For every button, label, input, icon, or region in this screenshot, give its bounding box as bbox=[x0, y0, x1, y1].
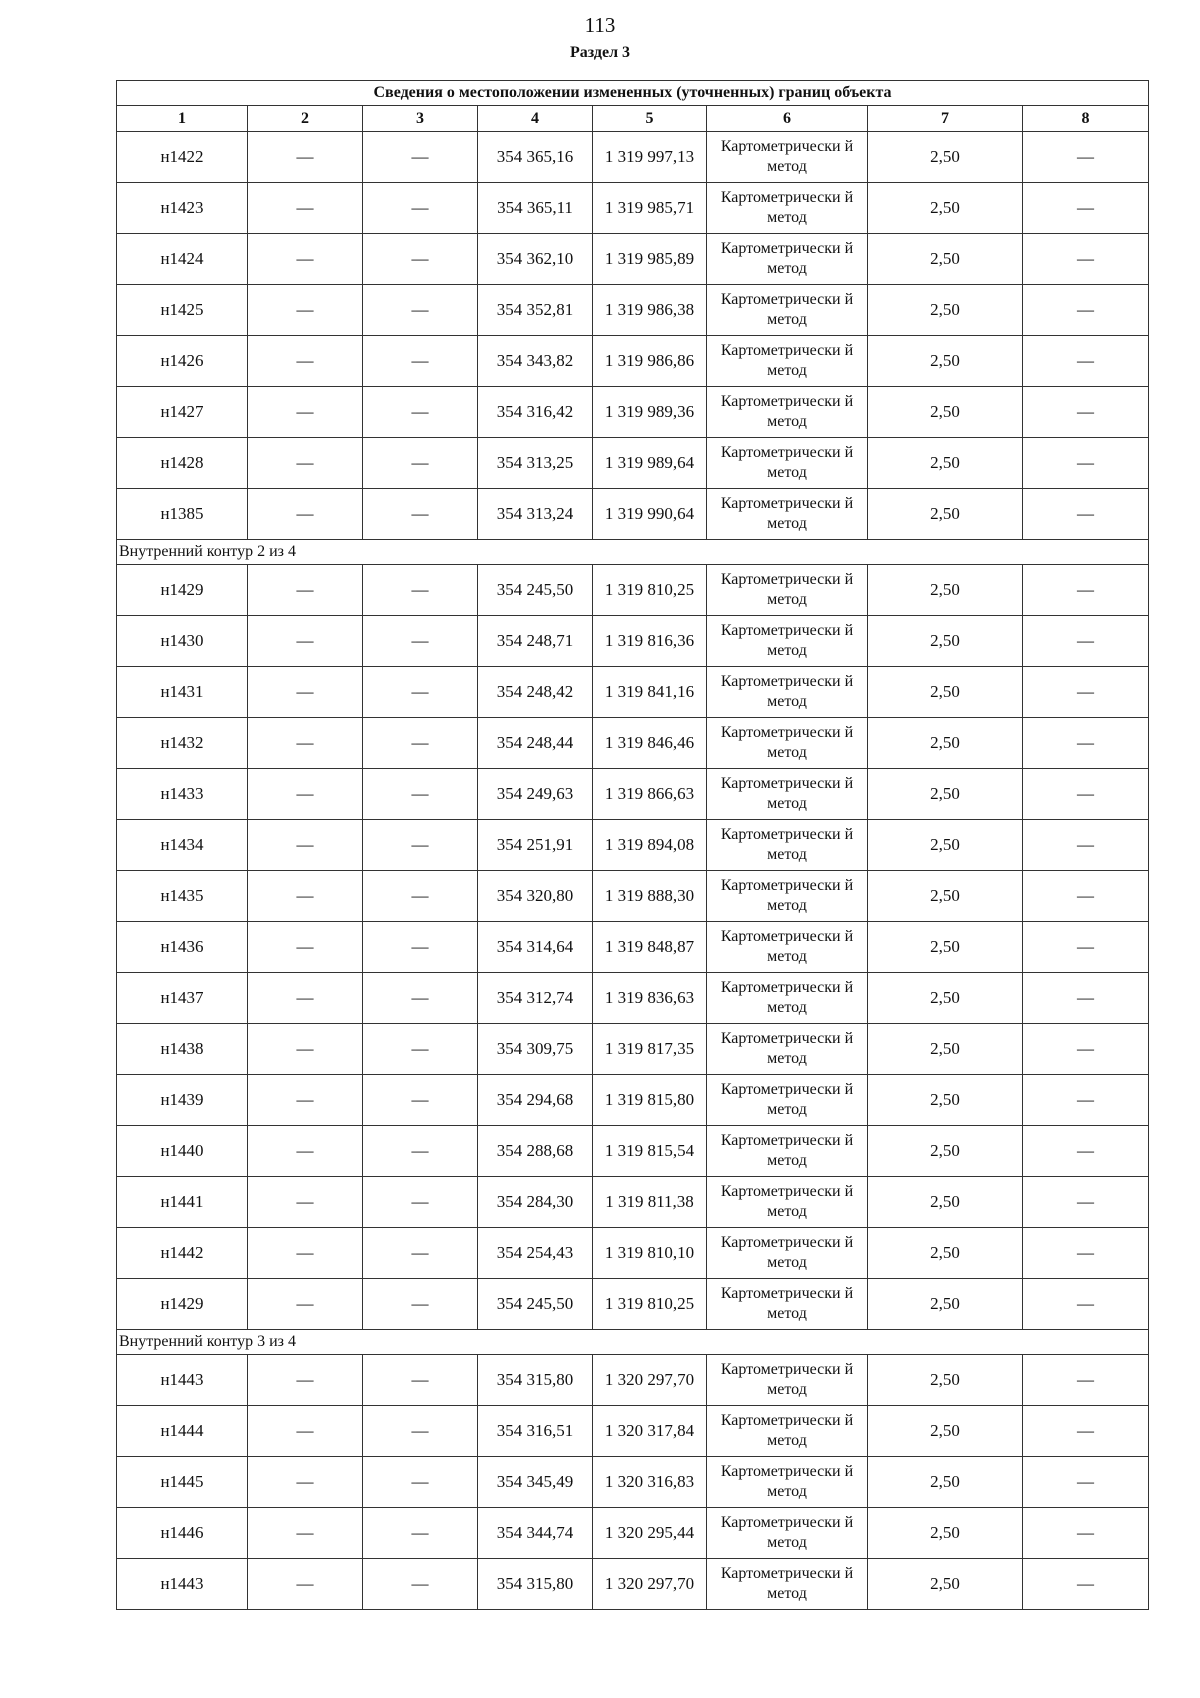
table-row bbox=[117, 1177, 1149, 1228]
x-coordinate-cell: 354 365,11 bbox=[478, 183, 593, 234]
y-coordinate-cell: 1 320 316,83 bbox=[593, 1457, 707, 1508]
column-3-cell: — bbox=[363, 1355, 478, 1406]
accuracy-cell: 2,50 bbox=[868, 565, 1023, 616]
column-2-cell: — bbox=[248, 1508, 363, 1559]
column-number: 4 bbox=[478, 106, 593, 132]
accuracy-cell: 2,50 bbox=[868, 1279, 1023, 1330]
column-3-cell: — bbox=[363, 336, 478, 387]
table-row bbox=[117, 1228, 1149, 1279]
method-cell: Картометрически й метод bbox=[707, 285, 868, 336]
x-coordinate-cell: 354 344,74 bbox=[478, 1508, 593, 1559]
table-row bbox=[117, 718, 1149, 769]
column-8-cell: — bbox=[1023, 769, 1149, 820]
column-3-cell: — bbox=[363, 489, 478, 540]
y-coordinate-cell: 1 319 817,35 bbox=[593, 1024, 707, 1075]
column-3-cell: — bbox=[363, 183, 478, 234]
y-coordinate-cell: 1 319 846,46 bbox=[593, 718, 707, 769]
y-coordinate-cell: 1 320 297,70 bbox=[593, 1559, 707, 1610]
accuracy-cell: 2,50 bbox=[868, 820, 1023, 871]
contour-header-row bbox=[117, 1330, 1149, 1355]
table-row bbox=[117, 1559, 1149, 1610]
column-3-cell: — bbox=[363, 1508, 478, 1559]
column-3-cell: — bbox=[363, 1228, 478, 1279]
x-coordinate-cell: 354 352,81 bbox=[478, 285, 593, 336]
table-row bbox=[117, 1024, 1149, 1075]
point-id-cell: н1445 bbox=[117, 1457, 248, 1508]
accuracy-cell: 2,50 bbox=[868, 336, 1023, 387]
x-coordinate-cell: 354 248,44 bbox=[478, 718, 593, 769]
point-id-cell: н1433 bbox=[117, 769, 248, 820]
column-3-cell: — bbox=[363, 820, 478, 871]
table-row bbox=[117, 922, 1149, 973]
column-8-cell: — bbox=[1023, 1024, 1149, 1075]
column-8-cell: — bbox=[1023, 387, 1149, 438]
column-3-cell: — bbox=[363, 1126, 478, 1177]
column-2-cell: — bbox=[248, 1559, 363, 1610]
accuracy-cell: 2,50 bbox=[868, 1228, 1023, 1279]
method-cell: Картометрически й метод bbox=[707, 1228, 868, 1279]
table-row bbox=[117, 489, 1149, 540]
column-3-cell: — bbox=[363, 616, 478, 667]
column-3-cell: — bbox=[363, 438, 478, 489]
point-id-cell: н1424 bbox=[117, 234, 248, 285]
column-number: 7 bbox=[868, 106, 1023, 132]
column-2-cell: — bbox=[248, 183, 363, 234]
x-coordinate-cell: 354 251,91 bbox=[478, 820, 593, 871]
y-coordinate-cell: 1 319 811,38 bbox=[593, 1177, 707, 1228]
y-coordinate-cell: 1 319 997,13 bbox=[593, 132, 707, 183]
table-caption: Сведения о местоположении измененных (уточненных) границ объекта bbox=[117, 81, 1149, 106]
method-cell: Картометрически й метод bbox=[707, 1075, 868, 1126]
column-2-cell: — bbox=[248, 1075, 363, 1126]
y-coordinate-cell: 1 319 888,30 bbox=[593, 871, 707, 922]
column-8-cell: — bbox=[1023, 616, 1149, 667]
accuracy-cell: 2,50 bbox=[868, 616, 1023, 667]
accuracy-cell: 2,50 bbox=[868, 667, 1023, 718]
y-coordinate-cell: 1 319 836,63 bbox=[593, 973, 707, 1024]
x-coordinate-cell: 354 362,10 bbox=[478, 234, 593, 285]
x-coordinate-cell: 354 249,63 bbox=[478, 769, 593, 820]
column-3-cell: — bbox=[363, 1457, 478, 1508]
column-3-cell: — bbox=[363, 1559, 478, 1610]
accuracy-cell: 2,50 bbox=[868, 132, 1023, 183]
table-row bbox=[117, 285, 1149, 336]
method-cell: Картометрически й метод bbox=[707, 1559, 868, 1610]
point-id-cell: н1429 bbox=[117, 565, 248, 616]
accuracy-cell: 2,50 bbox=[868, 922, 1023, 973]
point-id-cell: н1438 bbox=[117, 1024, 248, 1075]
column-2-cell: — bbox=[248, 769, 363, 820]
point-id-cell: н1439 bbox=[117, 1075, 248, 1126]
accuracy-cell: 2,50 bbox=[868, 769, 1023, 820]
x-coordinate-cell: 354 316,51 bbox=[478, 1406, 593, 1457]
x-coordinate-cell: 354 314,64 bbox=[478, 922, 593, 973]
table-row bbox=[117, 1075, 1149, 1126]
table-row bbox=[117, 667, 1149, 718]
point-id-cell: н1423 bbox=[117, 183, 248, 234]
column-3-cell: — bbox=[363, 132, 478, 183]
y-coordinate-cell: 1 319 986,86 bbox=[593, 336, 707, 387]
y-coordinate-cell: 1 320 317,84 bbox=[593, 1406, 707, 1457]
column-3-cell: — bbox=[363, 565, 478, 616]
column-8-cell: — bbox=[1023, 1075, 1149, 1126]
method-cell: Картометрически й метод bbox=[707, 565, 868, 616]
x-coordinate-cell: 354 312,74 bbox=[478, 973, 593, 1024]
point-id-cell: н1432 bbox=[117, 718, 248, 769]
accuracy-cell: 2,50 bbox=[868, 285, 1023, 336]
x-coordinate-cell: 354 313,25 bbox=[478, 438, 593, 489]
method-cell: Картометрически й метод bbox=[707, 1508, 868, 1559]
accuracy-cell: 2,50 bbox=[868, 1075, 1023, 1126]
table-row bbox=[117, 1508, 1149, 1559]
table-row bbox=[117, 387, 1149, 438]
point-id-cell: н1440 bbox=[117, 1126, 248, 1177]
column-2-cell: — bbox=[248, 565, 363, 616]
point-id-cell: н1435 bbox=[117, 871, 248, 922]
method-cell: Картометрически й метод bbox=[707, 616, 868, 667]
point-id-cell: н1431 bbox=[117, 667, 248, 718]
column-number: 8 bbox=[1023, 106, 1149, 132]
column-number: 5 bbox=[593, 106, 707, 132]
table-row bbox=[117, 234, 1149, 285]
point-id-cell: н1437 bbox=[117, 973, 248, 1024]
column-2-cell: — bbox=[248, 1024, 363, 1075]
y-coordinate-cell: 1 319 894,08 bbox=[593, 820, 707, 871]
x-coordinate-cell: 354 294,68 bbox=[478, 1075, 593, 1126]
x-coordinate-cell: 354 315,80 bbox=[478, 1559, 593, 1610]
point-id-cell: н1443 bbox=[117, 1355, 248, 1406]
method-cell: Картометрически й метод bbox=[707, 820, 868, 871]
column-3-cell: — bbox=[363, 871, 478, 922]
point-id-cell: н1446 bbox=[117, 1508, 248, 1559]
column-2-cell: — bbox=[248, 1177, 363, 1228]
column-2-cell: — bbox=[248, 718, 363, 769]
point-id-cell: н1426 bbox=[117, 336, 248, 387]
method-cell: Картометрически й метод bbox=[707, 871, 868, 922]
x-coordinate-cell: 354 320,80 bbox=[478, 871, 593, 922]
column-3-cell: — bbox=[363, 769, 478, 820]
contour-label: Внутренний контур 2 из 4 bbox=[117, 540, 1149, 565]
column-2-cell: — bbox=[248, 489, 363, 540]
column-2-cell: — bbox=[248, 922, 363, 973]
method-cell: Картометрически й метод bbox=[707, 336, 868, 387]
table-body bbox=[117, 132, 1149, 1610]
accuracy-cell: 2,50 bbox=[868, 489, 1023, 540]
column-2-cell: — bbox=[248, 973, 363, 1024]
table-row bbox=[117, 1279, 1149, 1330]
table-row bbox=[117, 336, 1149, 387]
column-3-cell: — bbox=[363, 667, 478, 718]
x-coordinate-cell: 354 245,50 bbox=[478, 1279, 593, 1330]
y-coordinate-cell: 1 319 816,36 bbox=[593, 616, 707, 667]
point-id-cell: н1434 bbox=[117, 820, 248, 871]
column-3-cell: — bbox=[363, 973, 478, 1024]
x-coordinate-cell: 354 365,16 bbox=[478, 132, 593, 183]
column-3-cell: — bbox=[363, 922, 478, 973]
column-3-cell: — bbox=[363, 1075, 478, 1126]
method-cell: Картометрически й метод bbox=[707, 1024, 868, 1075]
y-coordinate-cell: 1 319 815,80 bbox=[593, 1075, 707, 1126]
accuracy-cell: 2,50 bbox=[868, 1024, 1023, 1075]
x-coordinate-cell: 354 313,24 bbox=[478, 489, 593, 540]
x-coordinate-cell: 354 284,30 bbox=[478, 1177, 593, 1228]
point-id-cell: н1441 bbox=[117, 1177, 248, 1228]
column-8-cell: — bbox=[1023, 1406, 1149, 1457]
table-row bbox=[117, 1406, 1149, 1457]
table-row bbox=[117, 1126, 1149, 1177]
column-8-cell: — bbox=[1023, 973, 1149, 1024]
accuracy-cell: 2,50 bbox=[868, 1559, 1023, 1610]
accuracy-cell: 2,50 bbox=[868, 387, 1023, 438]
x-coordinate-cell: 354 345,49 bbox=[478, 1457, 593, 1508]
column-8-cell: — bbox=[1023, 1457, 1149, 1508]
column-number: 1 bbox=[117, 106, 248, 132]
y-coordinate-cell: 1 319 985,71 bbox=[593, 183, 707, 234]
column-8-cell: — bbox=[1023, 871, 1149, 922]
column-2-cell: — bbox=[248, 871, 363, 922]
column-8-cell: — bbox=[1023, 718, 1149, 769]
contour-label: Внутренний контур 3 из 4 bbox=[117, 1330, 1149, 1355]
column-8-cell: — bbox=[1023, 820, 1149, 871]
y-coordinate-cell: 1 320 295,44 bbox=[593, 1508, 707, 1559]
method-cell: Картометрически й метод bbox=[707, 1279, 868, 1330]
point-id-cell: н1443 bbox=[117, 1559, 248, 1610]
table-caption-row bbox=[117, 81, 1149, 106]
method-cell: Картометрически й метод bbox=[707, 132, 868, 183]
table-row bbox=[117, 616, 1149, 667]
column-8-cell: — bbox=[1023, 336, 1149, 387]
column-2-cell: — bbox=[248, 387, 363, 438]
y-coordinate-cell: 1 319 810,25 bbox=[593, 1279, 707, 1330]
column-2-cell: — bbox=[248, 820, 363, 871]
column-8-cell: — bbox=[1023, 1177, 1149, 1228]
column-3-cell: — bbox=[363, 718, 478, 769]
column-8-cell: — bbox=[1023, 285, 1149, 336]
column-8-cell: — bbox=[1023, 489, 1149, 540]
column-8-cell: — bbox=[1023, 438, 1149, 489]
method-cell: Картометрически й метод bbox=[707, 1177, 868, 1228]
column-2-cell: — bbox=[248, 1406, 363, 1457]
column-3-cell: — bbox=[363, 1406, 478, 1457]
method-cell: Картометрически й метод bbox=[707, 973, 868, 1024]
column-3-cell: — bbox=[363, 1024, 478, 1075]
column-number: 3 bbox=[363, 106, 478, 132]
y-coordinate-cell: 1 319 810,10 bbox=[593, 1228, 707, 1279]
x-coordinate-cell: 354 315,80 bbox=[478, 1355, 593, 1406]
point-id-cell: н1436 bbox=[117, 922, 248, 973]
x-coordinate-cell: 354 316,42 bbox=[478, 387, 593, 438]
column-2-cell: — bbox=[248, 336, 363, 387]
x-coordinate-cell: 354 248,71 bbox=[478, 616, 593, 667]
point-id-cell: н1428 bbox=[117, 438, 248, 489]
method-cell: Картометрически й метод bbox=[707, 489, 868, 540]
accuracy-cell: 2,50 bbox=[868, 1126, 1023, 1177]
column-2-cell: — bbox=[248, 1355, 363, 1406]
table-row bbox=[117, 183, 1149, 234]
table-row bbox=[117, 1457, 1149, 1508]
accuracy-cell: 2,50 bbox=[868, 718, 1023, 769]
page-number: 113 bbox=[584, 13, 616, 37]
column-2-cell: — bbox=[248, 438, 363, 489]
column-number: 6 bbox=[707, 106, 868, 132]
accuracy-cell: 2,50 bbox=[868, 1508, 1023, 1559]
method-cell: Картометрически й метод bbox=[707, 1126, 868, 1177]
accuracy-cell: 2,50 bbox=[868, 183, 1023, 234]
y-coordinate-cell: 1 319 848,87 bbox=[593, 922, 707, 973]
column-3-cell: — bbox=[363, 234, 478, 285]
column-8-cell: — bbox=[1023, 1559, 1149, 1610]
point-id-cell: н1444 bbox=[117, 1406, 248, 1457]
column-2-cell: — bbox=[248, 234, 363, 285]
accuracy-cell: 2,50 bbox=[868, 973, 1023, 1024]
column-8-cell: — bbox=[1023, 132, 1149, 183]
coordinates-table bbox=[116, 80, 1149, 1610]
column-8-cell: — bbox=[1023, 183, 1149, 234]
method-cell: Картометрически й метод bbox=[707, 922, 868, 973]
accuracy-cell: 2,50 bbox=[868, 1457, 1023, 1508]
method-cell: Картометрически й метод bbox=[707, 667, 868, 718]
accuracy-cell: 2,50 bbox=[868, 438, 1023, 489]
column-3-cell: — bbox=[363, 1177, 478, 1228]
column-8-cell: — bbox=[1023, 922, 1149, 973]
column-2-cell: — bbox=[248, 616, 363, 667]
method-cell: Картометрически й метод bbox=[707, 1406, 868, 1457]
accuracy-cell: 2,50 bbox=[868, 1355, 1023, 1406]
method-cell: Картометрически й метод bbox=[707, 183, 868, 234]
column-8-cell: — bbox=[1023, 565, 1149, 616]
table-row bbox=[117, 438, 1149, 489]
y-coordinate-cell: 1 319 990,64 bbox=[593, 489, 707, 540]
method-cell: Картометрически й метод bbox=[707, 387, 868, 438]
column-3-cell: — bbox=[363, 285, 478, 336]
table-row bbox=[117, 769, 1149, 820]
column-number-row bbox=[117, 106, 1149, 132]
table-row bbox=[117, 820, 1149, 871]
method-cell: Картометрически й метод bbox=[707, 234, 868, 285]
y-coordinate-cell: 1 319 866,63 bbox=[593, 769, 707, 820]
x-coordinate-cell: 354 245,50 bbox=[478, 565, 593, 616]
column-2-cell: — bbox=[248, 285, 363, 336]
column-2-cell: — bbox=[248, 1228, 363, 1279]
y-coordinate-cell: 1 319 985,89 bbox=[593, 234, 707, 285]
y-coordinate-cell: 1 319 989,64 bbox=[593, 438, 707, 489]
column-2-cell: — bbox=[248, 1457, 363, 1508]
table-row bbox=[117, 132, 1149, 183]
column-8-cell: — bbox=[1023, 234, 1149, 285]
table-row bbox=[117, 565, 1149, 616]
point-id-cell: н1422 bbox=[117, 132, 248, 183]
table-row bbox=[117, 973, 1149, 1024]
x-coordinate-cell: 354 248,42 bbox=[478, 667, 593, 718]
method-cell: Картометрически й метод bbox=[707, 1457, 868, 1508]
method-cell: Картометрически й метод bbox=[707, 438, 868, 489]
y-coordinate-cell: 1 319 815,54 bbox=[593, 1126, 707, 1177]
accuracy-cell: 2,50 bbox=[868, 1406, 1023, 1457]
column-2-cell: — bbox=[248, 132, 363, 183]
column-8-cell: — bbox=[1023, 667, 1149, 718]
point-id-cell: н1442 bbox=[117, 1228, 248, 1279]
y-coordinate-cell: 1 320 297,70 bbox=[593, 1355, 707, 1406]
column-number: 2 bbox=[248, 106, 363, 132]
point-id-cell: н1427 bbox=[117, 387, 248, 438]
column-2-cell: — bbox=[248, 1126, 363, 1177]
point-id-cell: н1425 bbox=[117, 285, 248, 336]
method-cell: Картометрически й метод bbox=[707, 1355, 868, 1406]
column-2-cell: — bbox=[248, 1279, 363, 1330]
y-coordinate-cell: 1 319 989,36 bbox=[593, 387, 707, 438]
table-row bbox=[117, 871, 1149, 922]
accuracy-cell: 2,50 bbox=[868, 1177, 1023, 1228]
contour-header-row bbox=[117, 540, 1149, 565]
method-cell: Картометрически й метод bbox=[707, 769, 868, 820]
column-3-cell: — bbox=[363, 387, 478, 438]
column-3-cell: — bbox=[363, 1279, 478, 1330]
column-8-cell: — bbox=[1023, 1279, 1149, 1330]
accuracy-cell: 2,50 bbox=[868, 234, 1023, 285]
point-id-cell: н1385 bbox=[117, 489, 248, 540]
x-coordinate-cell: 354 309,75 bbox=[478, 1024, 593, 1075]
accuracy-cell: 2,50 bbox=[868, 871, 1023, 922]
y-coordinate-cell: 1 319 986,38 bbox=[593, 285, 707, 336]
point-id-cell: н1429 bbox=[117, 1279, 248, 1330]
x-coordinate-cell: 354 254,43 bbox=[478, 1228, 593, 1279]
column-2-cell: — bbox=[248, 667, 363, 718]
column-8-cell: — bbox=[1023, 1508, 1149, 1559]
x-coordinate-cell: 354 288,68 bbox=[478, 1126, 593, 1177]
x-coordinate-cell: 354 343,82 bbox=[478, 336, 593, 387]
point-id-cell: н1430 bbox=[117, 616, 248, 667]
column-8-cell: — bbox=[1023, 1126, 1149, 1177]
section-title: Раздел 3 bbox=[569, 44, 631, 61]
y-coordinate-cell: 1 319 810,25 bbox=[593, 565, 707, 616]
y-coordinate-cell: 1 319 841,16 bbox=[593, 667, 707, 718]
table-row bbox=[117, 1355, 1149, 1406]
column-8-cell: — bbox=[1023, 1355, 1149, 1406]
column-8-cell: — bbox=[1023, 1228, 1149, 1279]
method-cell: Картометрически й метод bbox=[707, 718, 868, 769]
